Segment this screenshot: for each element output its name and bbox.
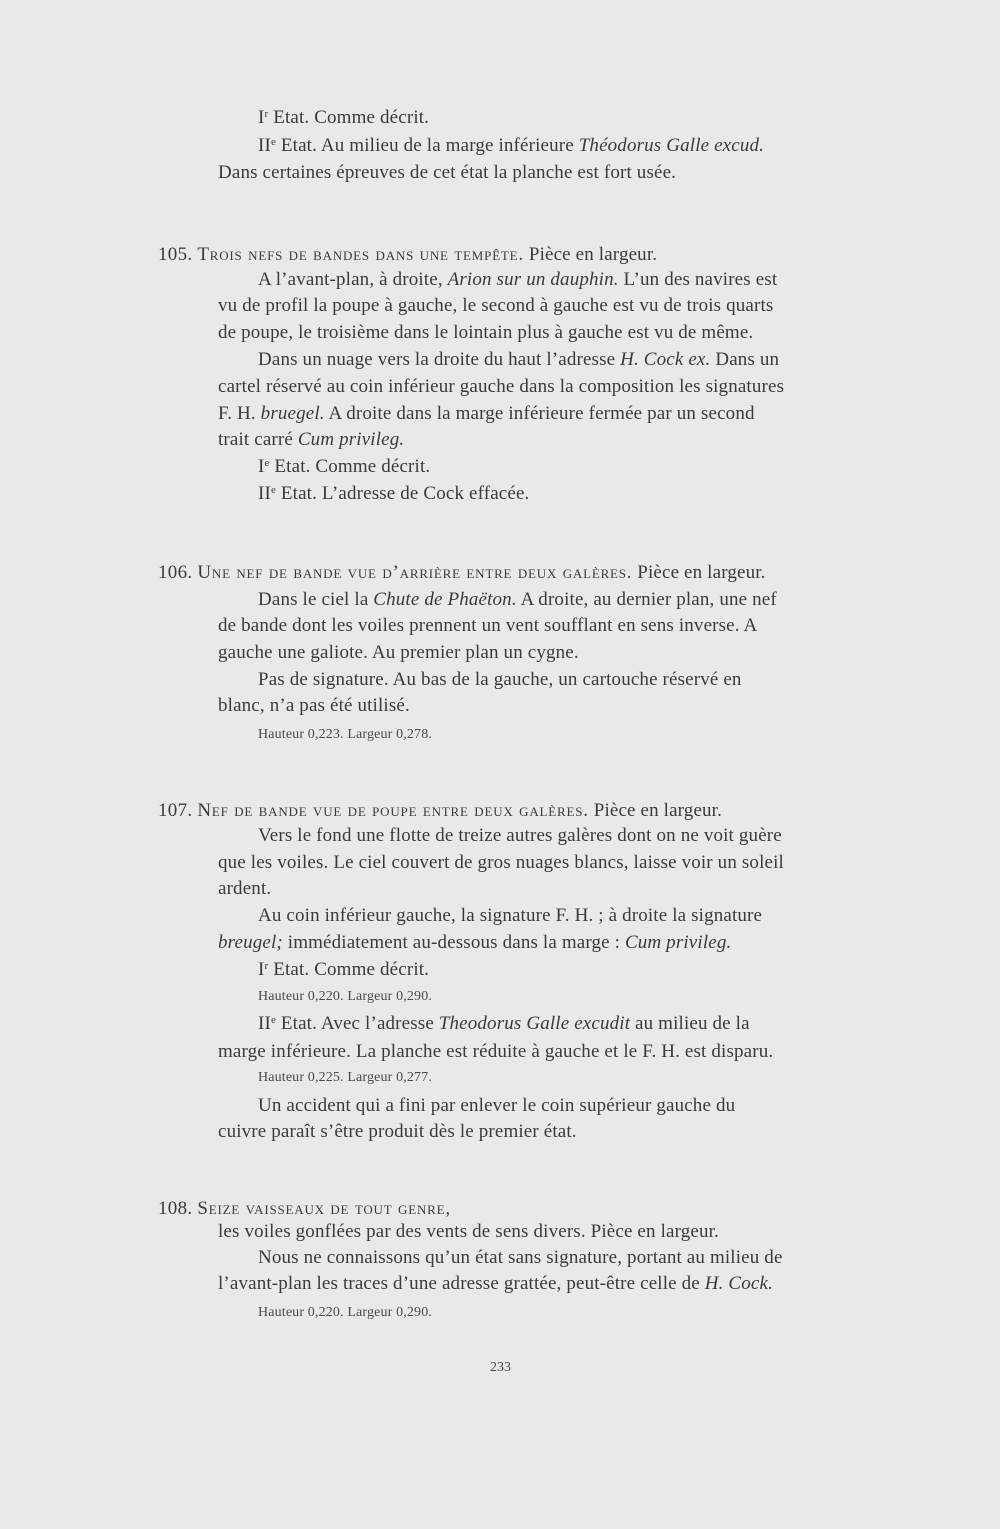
text-line: de bande dont les voiles prennent un vent soufflant en sens inverse. A: [218, 615, 758, 636]
text-line: marge inférieure. La planche est réduite à gauche et le F. H. est disparu.: [218, 1041, 774, 1062]
entry-heading-105: [158, 243, 657, 267]
text-line: l’avant-plan les traces d’une adresse grattée, peut-être celle de H. Cock.: [218, 1273, 773, 1294]
entry-title-tail: Pièce en largeur.: [523, 244, 658, 265]
state-superscript: e: [264, 457, 270, 469]
text-line: cartel réservé au coin inférieur gauche dans la composition les signatures: [218, 376, 785, 397]
text-line: les voiles gonflées par des vents de sens divers. Pièce en largeur.: [218, 1221, 719, 1242]
state-text: Etat. Avec l’adresse: [276, 1013, 439, 1034]
text-line: vu de profil la poupe à gauche, le second à gauche est vu de trois quarts: [218, 295, 774, 316]
italic-text: Chute de Phaëton.: [373, 589, 517, 610]
italic-text: H. Cock ex.: [620, 349, 711, 370]
text-line: Vers le fond une flotte de treize autres galères dont on ne voit guère: [258, 825, 782, 846]
text-line: Au coin inférieur gauche, la signature F. H. ; à droite la signature: [258, 905, 763, 926]
state-text: Etat. Comme décrit.: [268, 107, 430, 128]
state-label: I: [258, 456, 265, 477]
state-superscript: e: [270, 484, 277, 496]
dimensions-note: Hauteur 0,223. Largeur 0,278.: [258, 727, 432, 742]
entry-number: 106.: [158, 562, 193, 583]
dimensions-note: Hauteur 0,220. Largeur 0,290.: [258, 989, 432, 1004]
text-line: F. H. bruegel. A droite dans la marge inférieure fermée par un second: [218, 403, 755, 424]
dimensions-note: Hauteur 0,220. Largeur 0,290.: [258, 1305, 432, 1320]
text-line: gauche une galiote. Au premier plan un cygne.: [218, 642, 579, 663]
state-label: I: [258, 959, 265, 980]
state-text: Etat. L’adresse de Cock effacée.: [276, 483, 530, 504]
italic-text: H. Cock.: [704, 1273, 773, 1294]
state-text: Etat. Comme décrit.: [268, 959, 430, 980]
entry-title-tail: Pièce en largeur.: [588, 800, 723, 821]
italic-text: bruegel.: [260, 403, 325, 424]
state-label: II: [258, 1013, 271, 1034]
state-label: II: [258, 135, 271, 156]
state-superscript: e: [270, 1014, 277, 1026]
text-line: blanc, n’a pas été utilisé.: [218, 695, 410, 716]
text-line: Dans le ciel la Chute de Phaëton. A droite, au dernier plan, une nef: [258, 589, 777, 610]
state-superscript: r: [264, 108, 269, 120]
entry-number: 108.: [158, 1198, 193, 1219]
italic-inscription: Théodorus Galle excud.: [578, 135, 765, 156]
state-superscript: r: [264, 960, 269, 972]
entry-number: 105.: [158, 244, 193, 265]
text-line: cuivre paraît s’être produit dès le premier état.: [218, 1121, 577, 1142]
entry-title: Trois nefs de bandes dans une tempête.: [197, 244, 524, 265]
text-line: trait carré Cum privileg.: [218, 429, 405, 450]
state-line: IIe Etat. Avec l’adresse Theodorus Galle excudit au milieu de la: [258, 1013, 750, 1034]
italic-text: Cum privileg.: [297, 429, 405, 450]
text-line: Dans certaines épreuves de cet état la planche est fort usée.: [218, 162, 677, 183]
text-line: ardent.: [218, 878, 272, 899]
entry-title: Nef de bande vue de poupe entre deux galères.: [197, 800, 589, 821]
entry-number: 107.: [158, 800, 193, 821]
state-superscript: e: [270, 136, 277, 148]
text-line: Dans un nuage vers la droite du haut l’adresse H. Cock ex. Dans un: [258, 349, 780, 370]
italic-text: breugel;: [218, 932, 283, 953]
entry-heading-108: [158, 1197, 451, 1221]
italic-inscription: Theodorus Galle excudit: [438, 1013, 631, 1034]
italic-text: Cum privileg.: [624, 932, 732, 953]
state-line: [258, 134, 764, 158]
state-line: [258, 958, 429, 982]
state-label: II: [258, 483, 271, 504]
state-line: [258, 455, 430, 479]
state-line: [258, 482, 529, 506]
entry-title: Une nef de bande vue d’arrière entre deux galères.: [197, 562, 633, 583]
italic-text: Arion sur un dauphin.: [447, 269, 619, 290]
entry-heading-106: [158, 561, 766, 585]
entry-title: Seize vaisseaux de tout genre,: [197, 1198, 451, 1219]
text-line: de poupe, le troisième dans le lointain plus à gauche est vu de même.: [218, 322, 754, 343]
entry-title-tail: Pièce en largeur.: [632, 562, 766, 583]
dimensions-note: Hauteur 0,225. Largeur 0,277.: [258, 1070, 432, 1085]
text-line: A l’avant-plan, à droite, Arion sur un dauphin. L’un des navires est: [258, 269, 778, 290]
text-line: Un accident qui a fini par enlever le coin supérieur gauche du: [258, 1095, 736, 1116]
text-line: breugel; immédiatement au-dessous dans la marge : Cum privileg.: [218, 932, 732, 953]
page-number: 233: [490, 1360, 511, 1375]
state-line: [258, 106, 429, 130]
text-line: Pas de signature. Au bas de la gauche, un cartouche réservé en: [258, 669, 742, 690]
state-label: I: [258, 107, 265, 128]
state-text: Etat. Comme décrit.: [269, 456, 431, 477]
state-text: Etat. Au milieu de la marge inférieure: [276, 135, 579, 156]
text-line: Nous ne connaissons qu’un état sans signature, portant au milieu de: [258, 1247, 783, 1268]
entry-heading-107: [158, 799, 722, 823]
text-line: que les voiles. Le ciel couvert de gros nuages blancs, laisse voir un soleil: [218, 852, 784, 873]
